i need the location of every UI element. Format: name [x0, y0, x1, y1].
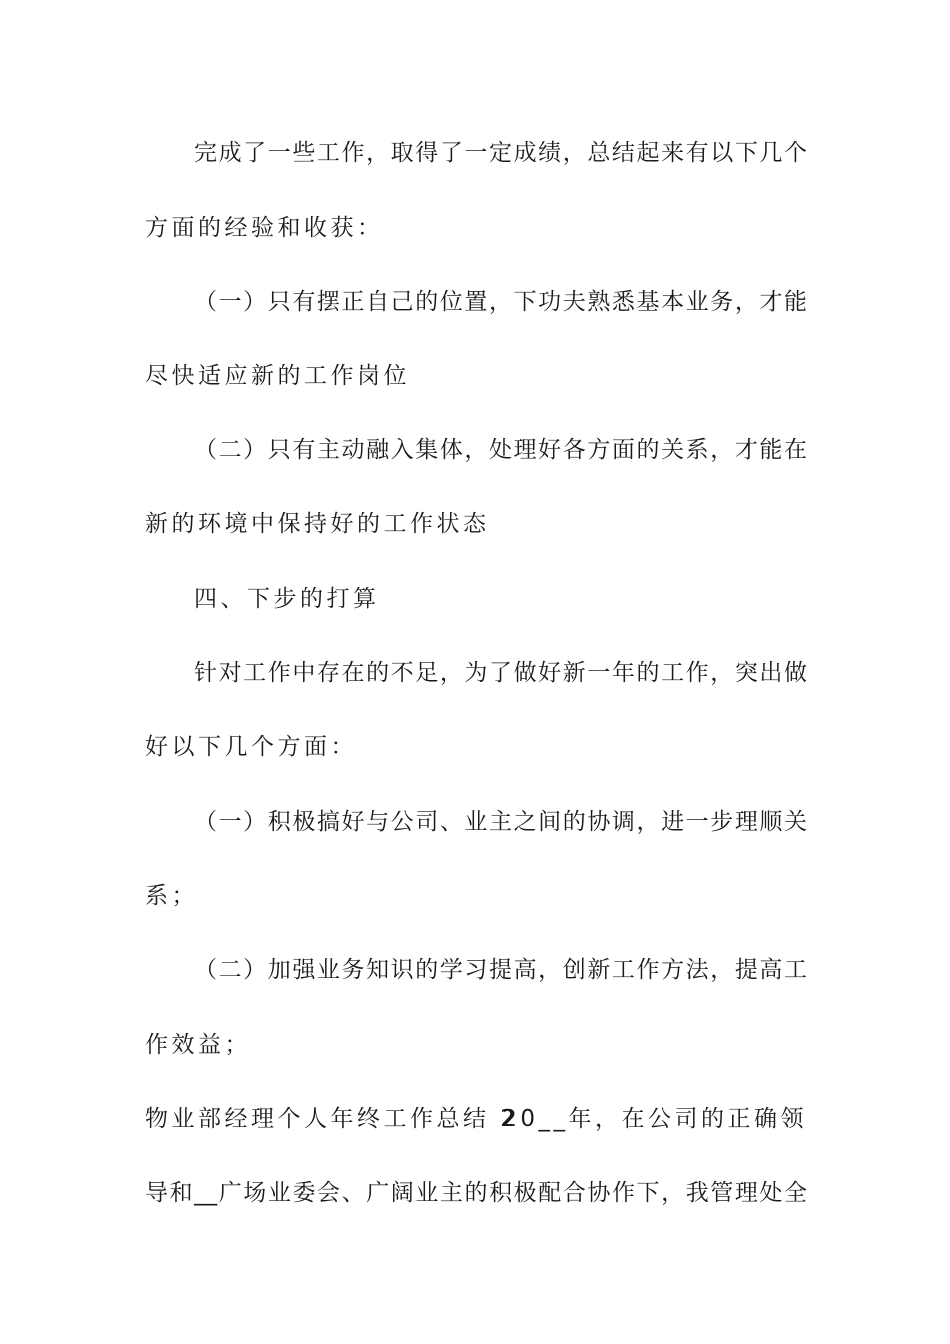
report-title: 物业部经理个人年终工作总结 2: [145, 1106, 519, 1132]
title-line: [145, 1099, 807, 1139]
paragraph-line: 完成了一些工作，取得了一定成绩，总结起来有以下几个: [194, 140, 807, 166]
paragraph-line: 作效益；: [145, 1032, 251, 1058]
paragraph-line: 针对工作中存在的不足，为了做好新一年的工作，突出做: [194, 660, 807, 686]
title-line-continuation: 20__年，在公司的正确领: [502, 1106, 807, 1132]
section-heading: 四、下步的打算: [194, 586, 380, 612]
paragraph-line: （二）加强业务知识的学习提高，创新工作方法，提高工: [194, 957, 807, 983]
paragraph-line: 尽快适应新的工作岗位: [145, 363, 410, 389]
paragraph-line: （一）积极搞好与公司、业主之间的协调，进一步理顺关: [194, 809, 807, 835]
paragraph-line: 方面的经验和收获：: [145, 215, 384, 241]
paragraph-line: 好以下几个方面：: [145, 734, 357, 760]
paragraph-line: （一）只有摆正自己的位置，下功夫熟悉基本业务，才能: [194, 289, 807, 315]
paragraph-line: （二）只有主动融入集体，处理好各方面的关系，才能在: [194, 437, 807, 463]
paragraph-line: 导和__广场业委会、广阔业主的积极配合协作下，我管理处全: [145, 1180, 807, 1206]
paragraph-line: 系；: [145, 883, 198, 909]
paragraph-line: 新的环境中保持好的工作状态: [145, 511, 490, 537]
